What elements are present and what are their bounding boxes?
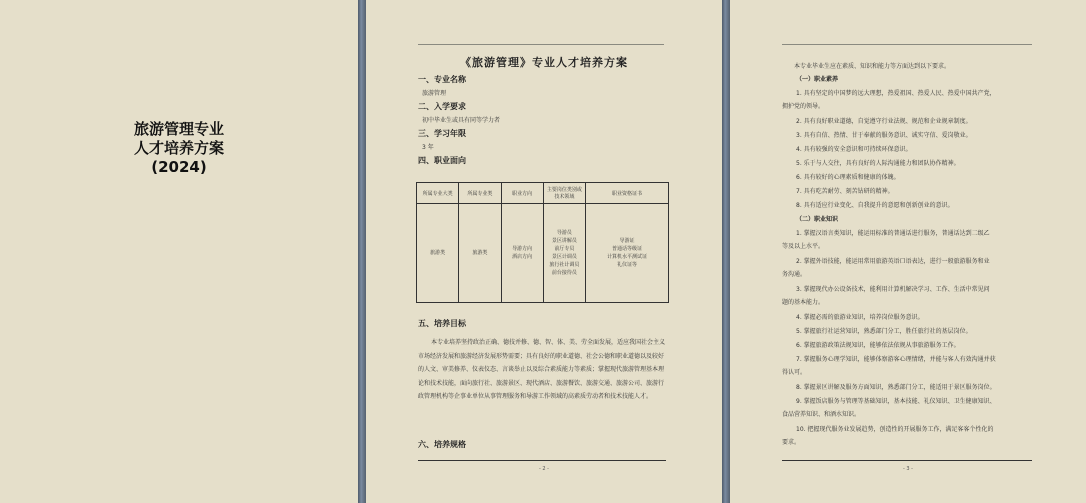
- cover-year: (2024): [151, 158, 207, 176]
- table-cell: 导游员 景区讲解员 前厅专员 景区计调员 旅行社计调员 前台接待员: [543, 204, 585, 303]
- list-item: 10. 把握现代服务业发展趋势，创造性的开展服务工作，满足客客个性化的: [796, 426, 994, 433]
- list-item: 2. 具有良好职业道德，自觉遵守行业法规、规范和企业规章制度。: [796, 118, 972, 125]
- section-text: 初中毕业生或具有同等学力者: [422, 117, 501, 124]
- list-item: 8. 具有适应行业变化、自我提升的意愿和创新创业的意识。: [796, 202, 954, 209]
- list-item: 6. 具有较好的心理素质和健康的体魄。: [796, 174, 900, 181]
- list-item: 9. 掌握饭店服务与管理等基础知识，基本技能、礼仪知识、卫生健康知识、: [796, 398, 996, 405]
- list-item: 拥护党的领导。: [782, 103, 825, 110]
- page-gutter: [722, 0, 730, 503]
- page-gutter: [358, 0, 366, 503]
- table-cell: 旅游类: [459, 204, 501, 303]
- cover-title-line: 人才培养方案: [133, 139, 224, 157]
- cover-title: [0, 120, 358, 177]
- subsection-heading: （一）职业素养: [796, 76, 839, 83]
- list-item: 5. 乐于与人交往，具有良好的人际沟通能力和团队协作精神。: [796, 160, 960, 167]
- list-item: 1. 掌握汉语言类知识，能运用标准的普通话进行服务，普通话达到二级乙: [796, 230, 990, 237]
- list-item: 等及以上水平。: [782, 243, 825, 250]
- header-rule: [418, 44, 664, 45]
- subsection-heading: （二）职业知识: [796, 216, 839, 223]
- list-item: 食品营养知识、和酒水知识。: [782, 411, 861, 418]
- section-text: 旅游管理: [422, 90, 447, 97]
- list-item: 要求。: [782, 439, 801, 446]
- cover-title-line: 旅游管理专业: [133, 120, 224, 138]
- list-item: 2. 掌握外语技能，能运用常用旅游英语口语表达，进行一般旅游服务和业: [796, 258, 990, 265]
- list-item: 题的基本能力。: [782, 299, 825, 306]
- list-item: 务沟通。: [782, 271, 807, 278]
- list-item: 4. 具有较强的安全意识和可持续环保意识。: [796, 146, 912, 153]
- list-item: 7. 掌握服务心理学知识，能够体察游客心理情绪，并能与客人有效沟通并获: [796, 356, 996, 363]
- footer-rule: [782, 460, 1032, 461]
- document-page-3: [730, 0, 1086, 503]
- table-header-cell: 所属专业类: [459, 183, 501, 204]
- table-header-cell: 所属专业大类: [417, 183, 459, 204]
- list-item: 3. 具有自信、热情、甘于奉献的服务意识、诚实守信、爱岗敬业。: [796, 132, 972, 139]
- section-heading: 四、职业面向: [418, 156, 466, 165]
- footer-rule: [418, 460, 666, 461]
- occupation-table: [416, 182, 669, 303]
- list-item: 7. 具有吃苦耐劳、刻苦钻研的精神。: [796, 188, 894, 195]
- table-header-row: [417, 183, 669, 204]
- page-number: - 2 -: [539, 466, 549, 472]
- document-page-2: [366, 0, 722, 503]
- section-heading: 二、入学要求: [418, 102, 466, 111]
- cover-page: [0, 0, 358, 503]
- table-header-cell: 职业资格证书: [586, 183, 669, 204]
- section-heading: 五、培养目标: [418, 319, 466, 328]
- section-text: 3 年: [422, 144, 434, 151]
- table-cell: 导游方向 酒店方向: [501, 204, 543, 303]
- list-item: 6. 掌握旅游政策法规知识，能够依法依规从事旅游服务工作。: [796, 342, 960, 349]
- list-item: 5. 掌握旅行社运营知识，熟悉部门分工，胜任旅行社的基层岗位。: [796, 328, 972, 335]
- header-rule: [782, 44, 1032, 45]
- table-header-cell: 职业方向: [501, 183, 543, 204]
- table-cell: 导游证 普通话等级证 计算机水平测试证 礼仪证等: [586, 204, 669, 303]
- list-item: 1. 具有坚定的中国梦的远大理想，热爱祖国、热爱人民、热爱中国共产党，: [796, 90, 996, 97]
- list-item: 4. 掌握必需的旅游业知识，培养岗位服务意识。: [796, 314, 924, 321]
- section-heading: 六、培养规格: [418, 440, 466, 449]
- page-number: - 3 -: [903, 466, 913, 472]
- document-title: 《旅游管理》专业人才培养方案: [460, 56, 628, 69]
- section-heading: 三、学习年限: [418, 129, 466, 138]
- table-header-cell: 主要岗位类别或技术领域: [543, 183, 585, 204]
- table-row: [417, 204, 669, 303]
- table-cell: 旅游类: [417, 204, 459, 303]
- list-item: 8. 掌握景区讲解及服务方面知识，熟悉部门分工，能适用于景区服务岗位。: [796, 384, 996, 391]
- list-item: 得认可。: [782, 369, 807, 376]
- intro-text: 本专业毕业生应在素质、知识和能力等方面达到以下要求。: [794, 63, 951, 70]
- section-heading: 一、专业名称: [418, 75, 466, 84]
- section-paragraph: 本专业培养坚持政治正确、德技并修、德、智、体、美、劳全面发展，适应我国社会主义市场经济发展和旅游经济发展形势需要；具有良好的职业道德、社会公德和职业道德以及较好的人文、审美修养、仪表仪态、言谈举止以及综合素质能力等素质；掌握现代旅游管理基本理论和技术技能，面向旅行社、旅游景区、现代酒店、旅游餐饮、旅游交通、旅游公司、旅游行政管理机构等企事业单位从事管理服务和导游工作领域的高素质劳动者和技术技能人才。: [418, 339, 666, 400]
- list-item: 3. 掌握现代办公设备技术，能利用计算机解决学习、工作、生活中常见问: [796, 286, 990, 293]
